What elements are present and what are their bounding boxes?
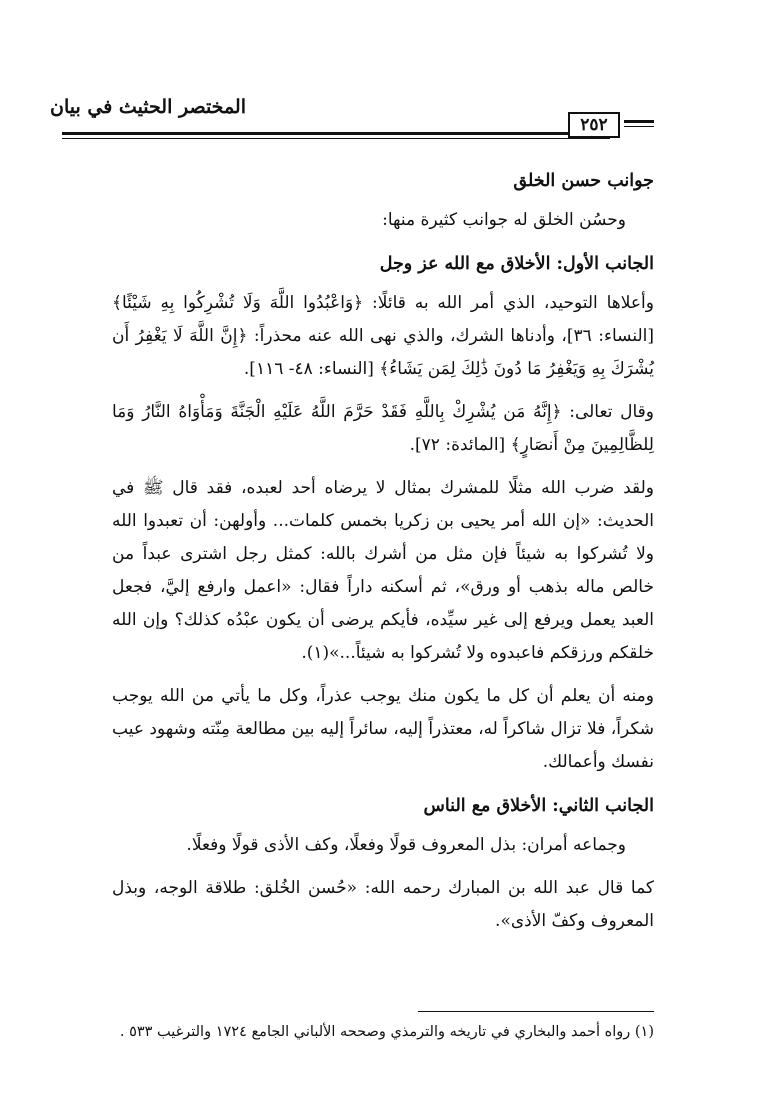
running-header-title: المختصر الحثيث في بيان	[50, 96, 246, 118]
paragraph-hadith: ولقد ضرب الله مثلًا للمشرك بمثال لا يرضاه أحد لعبده، فقد قال ﷺ في الحديث: «إن الله أمر يحيى بن زكريا بخمس كلمات... وأولهن: أن تعبدوا الله ولا تُشركوا به شيئاً فإن مثل من أشرك بالله: كمثل رجل اشترى عبداً من خالص ماله بذهب أو ورق»، ثم أسكنه داراً فقال: «اعمل وارفع إليَّ، فجعل العبد يعمل ويرفع إلى غير سيِّده، فأيكم يرضى أن يكون عبْدُه كذلك؟ وإن الله خلقكم ورزقكم فاعبدوه ولا تُشركوا به شيئاً...»(١).	[112, 478, 654, 663]
header-rule	[62, 132, 610, 135]
header-rule-thin	[62, 138, 610, 139]
header-rule-right-thin	[624, 126, 654, 127]
body-text	[112, 164, 654, 948]
page-number: ٢٥٢	[568, 112, 620, 138]
footnote-rule	[418, 1011, 654, 1012]
subsection-heading-second: الجانب الثاني: الأخلاق مع الناس	[423, 796, 654, 816]
paragraph-verse-maidah: وقال تعالى: ﴿إِنَّهُ مَن يُشْرِكْ بِاللَّهِ فَقَدْ حَرَّمَ اللَّهُ عَلَيْهِ الْجَنَّةَ وَمَأْوَاهُ النَّارُ وَمَا لِلظَّالِمِينَ مِنْ أَنصَارٍ﴾ [المائدة: ٧٢].	[112, 402, 654, 455]
paragraph-ibn-mubarak: كما قال عبد الله بن المبارك رحمه الله: «حُسن الخُلق: طلاقة الوجه، وبذل المعروف وكفّ الأذى».	[112, 878, 654, 931]
paragraph-two-matters: وجماعه أمران: بذل المعروف قولًا وفعلًا، وكف الأذى قولًا وفعلًا.	[186, 835, 626, 855]
footnote: (١) رواه أحمد والبخاري في تاريخه والترمذي وصححه الألباني الجامع ١٧٢٤ والترغيب ٥٣٣ .	[119, 1024, 654, 1040]
subsection-heading-first: الجانب الأول: الأخلاق مع الله عز وجل	[379, 254, 654, 274]
header-rule-right	[624, 120, 654, 123]
intro-paragraph: وحسُن الخلق له جوانب كثيرة منها:	[382, 210, 626, 230]
paragraph-gratitude: ومنه أن يعلم أن كل ما يكون منك يوجب عذراً، وكل ما يأتي من الله يوجب شكراً، فلا تزال شاكراً له، معتذراً إليه، سائراً إليه بين مطالعة مِنّته وشهود عيب نفسك وأعمالك.	[112, 686, 654, 772]
paragraph-tawhid: وأعلاها التوحيد، الذي أمر الله به قائلًا: ﴿وَاعْبُدُوا اللَّهَ وَلَا تُشْرِكُوا بِهِ شَيْئًا﴾ [النساء: ٣٦]، وأدناها الشرك، والذي نهى الله عنه محذراً: ﴿إِنَّ اللَّهَ لَا يَغْفِرُ أَن يُشْرَكَ بِهِ وَيَغْفِرُ مَا دُونَ ذَٰلِكَ لِمَن يَشَاءُ﴾ [النساء: ٤٨- ١١٦].	[112, 293, 655, 379]
section-heading: جوانب حسن الخلق	[513, 171, 654, 191]
